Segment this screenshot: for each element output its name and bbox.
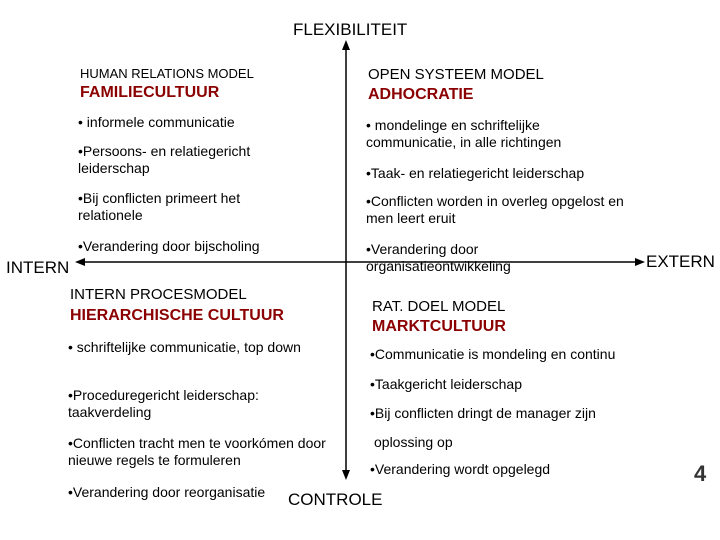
arrow-up-icon (342, 40, 350, 50)
arrow-right-icon (635, 258, 645, 266)
culture-title-adhocratie: ADHOCRATIE (368, 86, 474, 103)
bullet-br-2: •Taakgericht leiderschap (370, 376, 522, 392)
model-title-intern-proces: INTERN PROCESMODEL (70, 286, 247, 303)
culture-title-marktcultuur: MARKTCULTUUR (372, 318, 506, 335)
model-title-open-systeem: OPEN SYSTEEM MODEL (368, 66, 544, 83)
arrow-left-icon (75, 258, 85, 266)
bullet-tr-1: • mondelinge en schriftelijke communicatie, in alle richtingen (366, 117, 562, 150)
bullet-tr-3: •Conflicten worden in overleg opgelost en men leert eruit (366, 193, 624, 226)
bullet-br-1: •Communicatie is mondeling en continu (370, 346, 616, 362)
arrow-down-icon (342, 470, 350, 480)
bullet-bl-4: •Verandering door reorganisatie (68, 484, 266, 500)
model-title-human-relations: HUMAN RELATIONS MODEL (80, 66, 254, 81)
bullet-tl-1: • informele communicatie (78, 114, 235, 130)
bullet-tr-4: •Verandering door organisatieontwikkeling (366, 241, 511, 274)
axis-label-top: FLEXIBILITEIT (293, 20, 408, 39)
bullet-tl-3: •Bij conflicten primeert het relationele (78, 190, 241, 223)
bullet-tr-2: •Taak- en relatiegericht leiderschap (366, 165, 585, 181)
bullet-bl-2: •Proceduregericht leiderschap: taakverdeling (68, 387, 259, 420)
bullet-tl-4: •Verandering door bijscholing (78, 238, 260, 254)
bullet-bl-3: •Conflicten tracht men te voorkómen door nieuwe regels te formuleren (68, 435, 326, 468)
culture-title-hierarchische: HIERARCHISCHE CULTUUR (70, 307, 284, 324)
bullet-br-4: •Verandering wordt opgelegd (370, 461, 551, 477)
culture-title-familiecultuur: FAMILIECULTUUR (80, 84, 220, 101)
model-title-rat-doel: RAT. DOEL MODEL (372, 298, 506, 315)
bullet-br-3-cont: oplossing op (374, 434, 453, 450)
bullet-br-3: •Bij conflicten dringt de manager zijn (370, 405, 596, 421)
axis-label-right: EXTERN (646, 252, 715, 271)
axis-label-bottom: CONTROLE (288, 490, 383, 509)
bullet-tl-2: •Persoons- en relatiegericht leiderschap (78, 143, 251, 176)
bullet-bl-1: • schriftelijke communicatie, top down (68, 339, 301, 355)
axis-label-left: INTERN (6, 258, 70, 277)
page-number: 4 (694, 461, 707, 486)
